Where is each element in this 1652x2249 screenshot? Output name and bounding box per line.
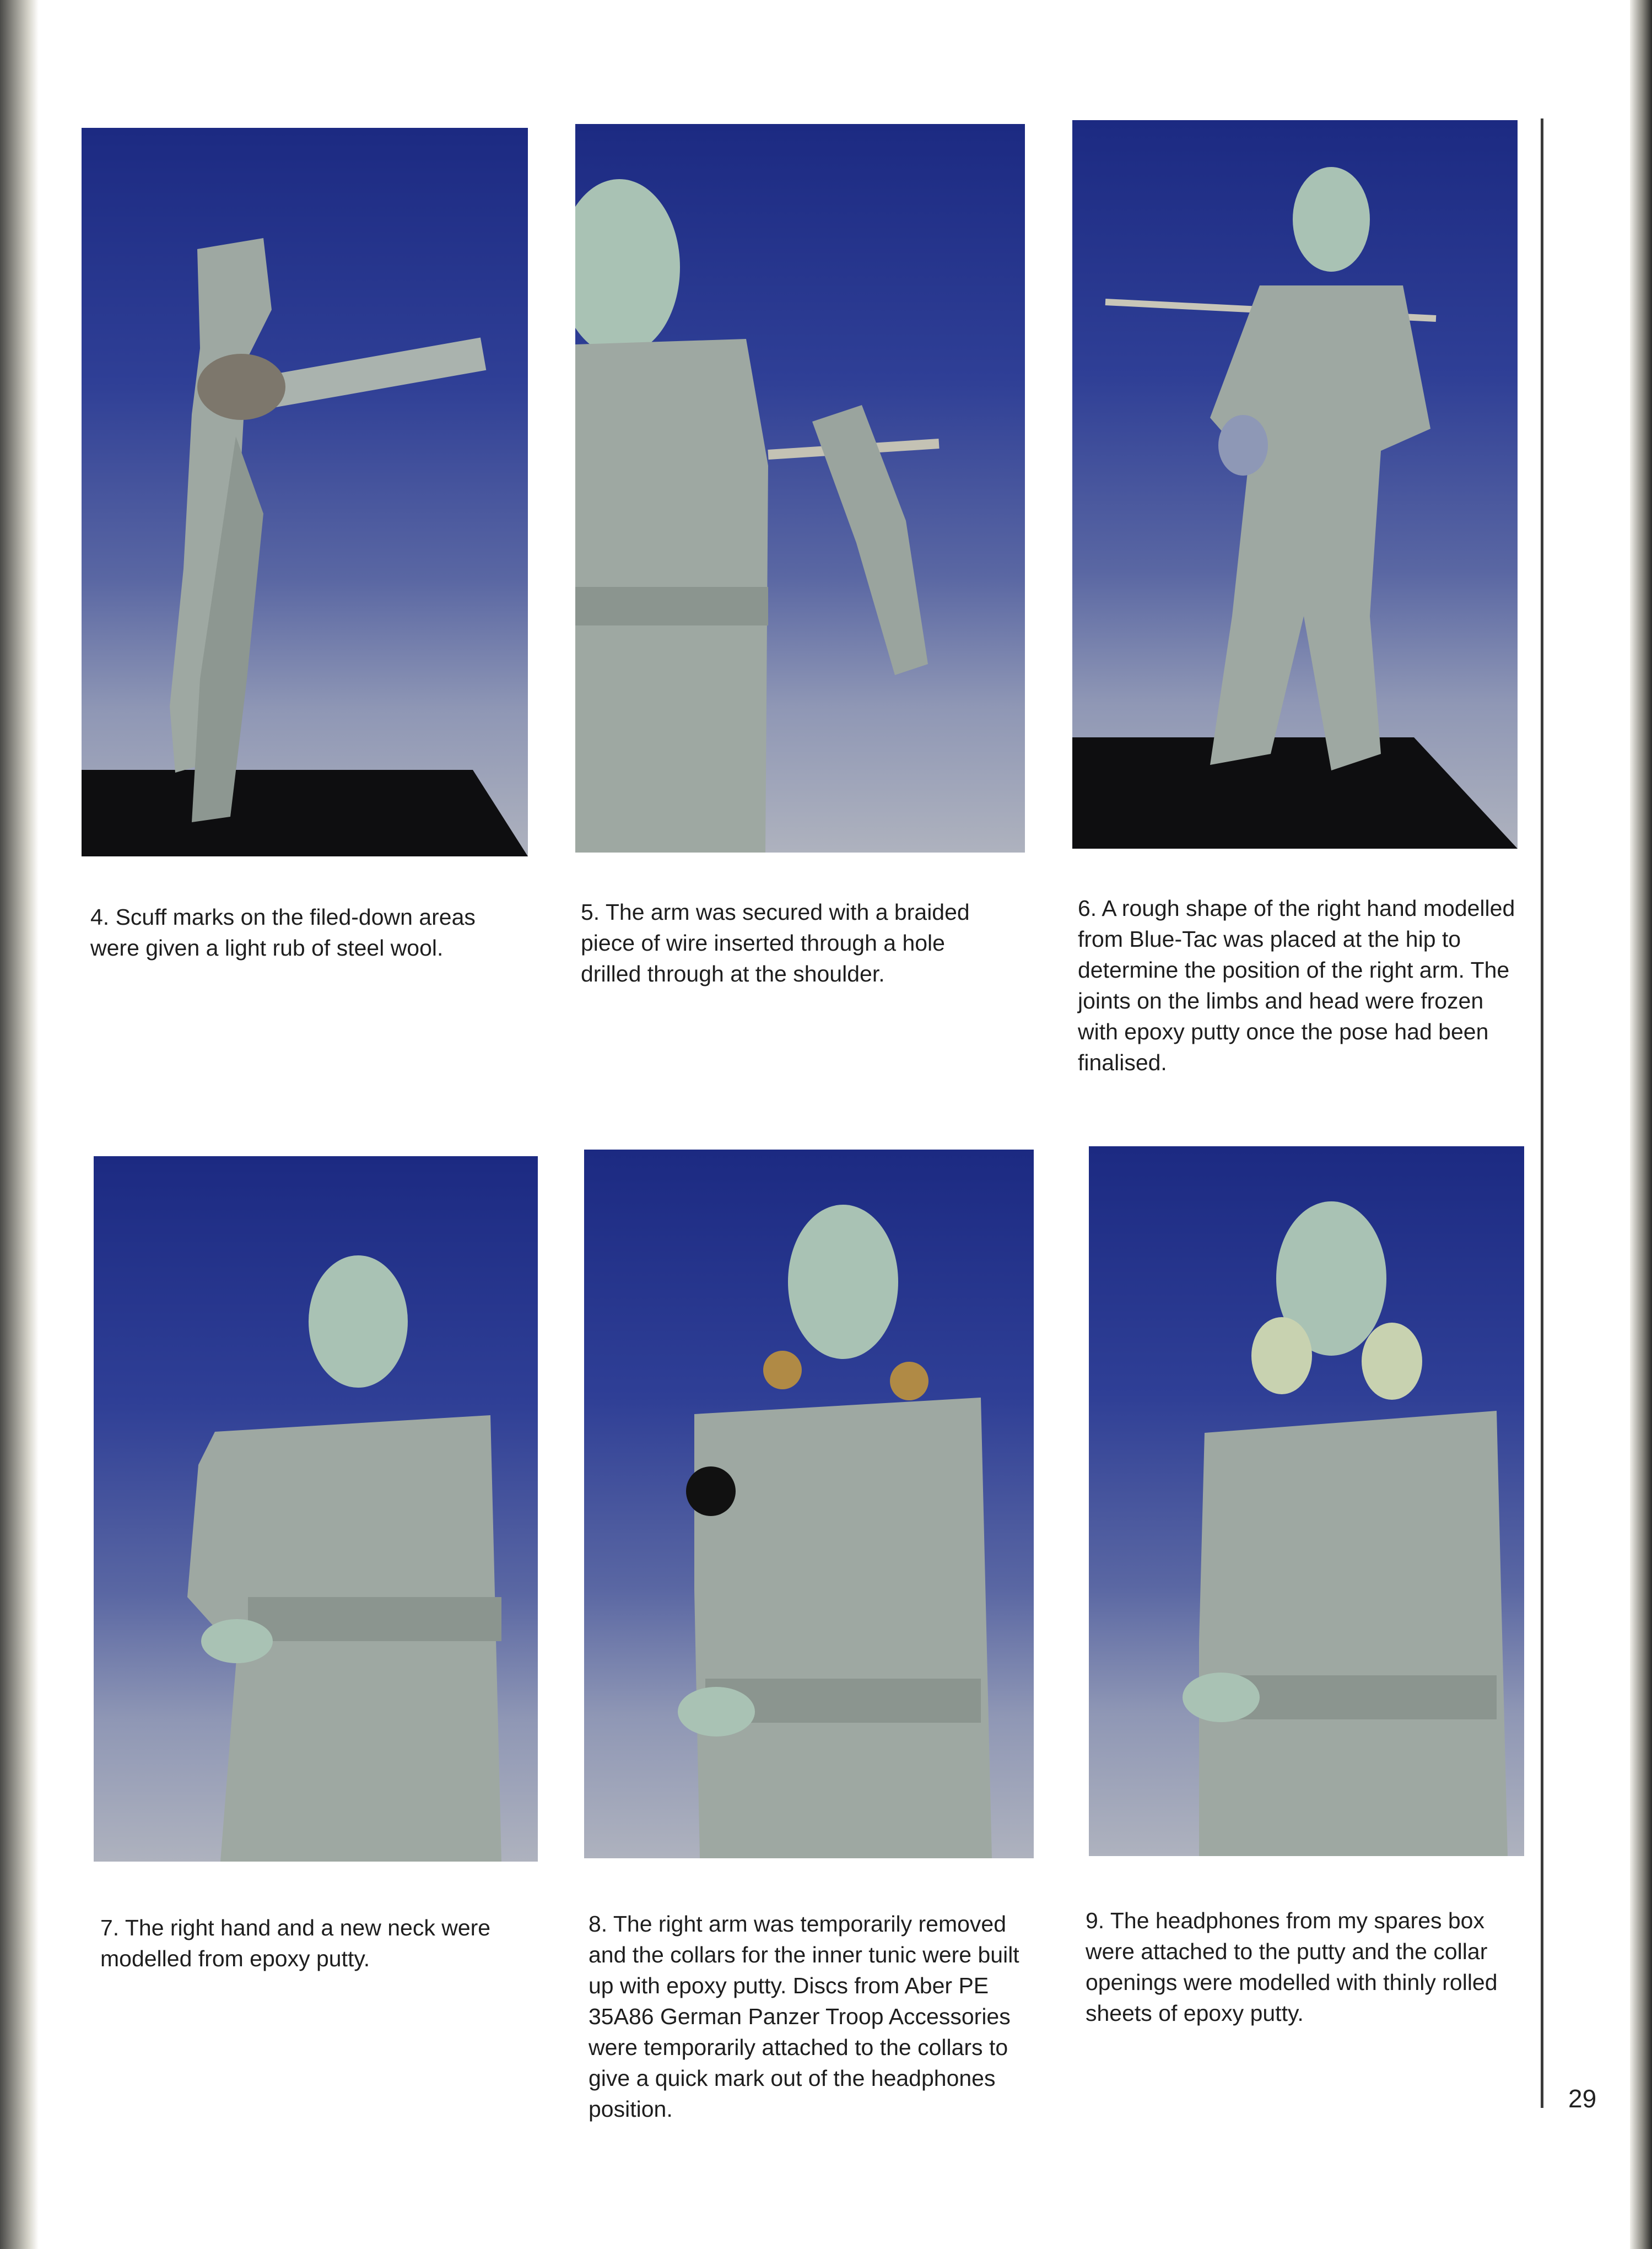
photo-step-9 xyxy=(1089,1146,1524,1856)
caption-step-6: 6. A rough shape of the right hand modelled from Blue-Tac was placed at the hip to determine the position of the right arm. The joints on the limbs and head were frozen with epoxy putty once the pose had been finalised. xyxy=(1078,896,1515,1075)
page-number: 29 xyxy=(1568,2084,1597,2113)
photo-step-4 xyxy=(82,128,528,856)
photo-step-8 xyxy=(584,1150,1034,1858)
caption-step-5: 5. The arm was secured with a braided piece of wire inserted through a hole drilled through at the shoulder. xyxy=(581,899,970,986)
photo-step-6 xyxy=(1072,120,1518,849)
caption-step-9: 9. The headphones from my spares box were attached to the putty and the collar openings were modelled with thinly rolled sheets of epoxy putty. xyxy=(1086,1908,1498,2026)
margin-rule xyxy=(1541,118,1543,2108)
photo-step-7 xyxy=(94,1156,538,1862)
page-edge-left xyxy=(0,0,39,2249)
caption-step-7: 7. The right hand and a new neck were modelled from epoxy putty. xyxy=(100,1915,491,1971)
photo-step-5 xyxy=(575,124,1025,853)
caption-step-4: 4. Scuff marks on the filed-down areas were given a light rub of steel wool. xyxy=(90,904,476,961)
caption-step-8: 8. The right arm was temporarily removed and the collars for the inner tunic were built up with epoxy putty. Discs from Aber PE 35A86 German Panzer Troop Accessories were temporarily attached to the collars to give a quick mark out of the headphones position. xyxy=(589,1911,1019,2122)
page-edge-right xyxy=(1630,0,1652,2249)
